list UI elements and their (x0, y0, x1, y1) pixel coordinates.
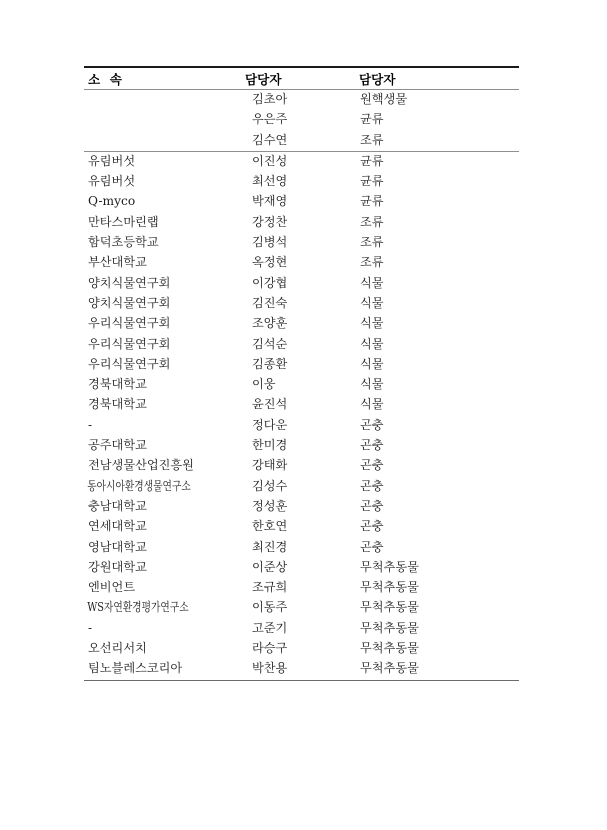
cell-group: 곤충 (360, 458, 384, 473)
table-row (84, 253, 519, 273)
cell-affiliation: 충남대학교 (88, 498, 147, 513)
cell-person: 한호연 (252, 519, 288, 534)
cell-person: 김석순 (252, 336, 288, 351)
cell-affiliation: 공주대학교 (88, 438, 147, 453)
cell-person: 정다운 (252, 417, 288, 432)
table-row (84, 619, 519, 639)
table-row (84, 355, 519, 375)
cell-affiliation: 유림버섯 (88, 174, 136, 189)
cell-group: 식물 (360, 275, 384, 290)
table-header-row (84, 68, 519, 89)
cell-group: 식물 (360, 295, 384, 310)
table-bottom-rule (84, 680, 519, 681)
cell-affiliation: 우리식물연구회 (88, 336, 171, 351)
table-row (84, 90, 519, 110)
cell-group: 식물 (360, 336, 384, 351)
cell-affiliation: WS자연환경평가연구소 (87, 600, 189, 615)
cell-group: 원핵생물 (360, 92, 408, 106)
table-row (84, 578, 519, 598)
column-header-affiliation: 소 속 (88, 72, 125, 87)
cell-affiliation: 경북대학교 (88, 377, 147, 392)
cell-person: 강정찬 (252, 214, 288, 229)
cell-group: 곤충 (360, 519, 384, 534)
cell-group: 균류 (360, 174, 384, 189)
table-row (84, 314, 519, 334)
cell-affiliation: 영남대학교 (88, 539, 147, 554)
cell-group: 곤충 (360, 417, 384, 432)
cell-person: 옥정현 (252, 255, 288, 270)
cell-group: 무척추동물 (360, 661, 419, 676)
table-row (84, 538, 519, 558)
cell-group: 곤충 (360, 438, 384, 453)
table-row (84, 294, 519, 314)
cell-person: 정성훈 (252, 498, 288, 513)
cell-person: 고준기 (252, 620, 288, 635)
cell-group: 무척추동물 (360, 641, 419, 656)
cell-person: 윤진석 (252, 397, 288, 412)
cell-affiliation: 양치식물연구회 (88, 295, 171, 310)
cell-affiliation: 우리식물연구회 (88, 356, 171, 371)
cell-person: 조규희 (252, 580, 288, 595)
cell-group: 무척추동물 (360, 559, 419, 574)
cell-affiliation: 강원대학교 (88, 559, 147, 574)
cell-affiliation: 팀노블레스코리아 (88, 661, 183, 676)
cell-group: 곤충 (360, 539, 384, 554)
table-row (84, 497, 519, 517)
table-row (84, 375, 519, 395)
table-row (84, 598, 519, 618)
table-row (84, 274, 519, 294)
table-body-lower (84, 152, 519, 680)
cell-affiliation: 경북대학교 (88, 397, 147, 412)
cell-group: 식물 (360, 377, 384, 392)
cell-person: 우은주 (252, 112, 288, 127)
table-body-upper (84, 90, 519, 151)
cell-group: 균류 (360, 153, 384, 168)
cell-person: 이동주 (252, 600, 288, 615)
cell-group: 균류 (360, 194, 384, 209)
table-row (84, 416, 519, 436)
table-row (84, 233, 519, 253)
table-row (84, 639, 519, 659)
cell-group: 조류 (360, 132, 384, 147)
cell-group: 식물 (360, 397, 384, 412)
cell-person: 김진숙 (252, 295, 288, 310)
table-row (84, 477, 519, 497)
cell-person: 김성수 (252, 478, 288, 493)
cell-person: 이웅 (252, 377, 276, 392)
cell-person: 이강협 (252, 275, 288, 290)
cell-affiliation: 동아시아환경생물연구소 (87, 478, 191, 493)
cell-group: 식물 (360, 356, 384, 371)
cell-group: 균류 (360, 112, 384, 127)
cell-person: 강태화 (252, 458, 288, 473)
table-row (84, 131, 519, 151)
cell-group: 무척추동물 (360, 600, 419, 615)
table-row (84, 517, 519, 537)
cell-group: 조류 (360, 235, 384, 250)
cell-affiliation: Q-myco (88, 194, 136, 209)
cell-group: 무척추동물 (360, 620, 419, 635)
cell-person: 라승구 (252, 641, 288, 656)
cell-affiliation: 양치식물연구회 (88, 275, 171, 290)
cell-affiliation: - (88, 417, 93, 432)
cell-group: 조류 (360, 255, 384, 270)
cell-affiliation: 전남생물산업진흥원 (88, 458, 194, 473)
table-row (84, 558, 519, 578)
cell-person: 박찬용 (252, 661, 288, 676)
table-row (84, 456, 519, 476)
cell-person: 한미경 (252, 438, 288, 453)
column-header-person: 담당자 (245, 72, 282, 87)
cell-affiliation: 만타스마린랩 (88, 214, 159, 229)
cell-person: 이준상 (252, 559, 288, 574)
column-header-group: 담당자 (359, 72, 396, 87)
table-row (84, 213, 519, 233)
cell-person: 최진경 (252, 539, 288, 554)
cell-affiliation: - (88, 620, 93, 635)
table-row (84, 335, 519, 355)
cell-affiliation: 오선리서치 (88, 641, 147, 656)
cell-person: 박재영 (252, 194, 288, 209)
table-row (84, 152, 519, 172)
cell-group: 곤충 (360, 478, 384, 493)
cell-affiliation: 연세대학교 (88, 519, 147, 534)
cell-person: 김수연 (252, 132, 288, 147)
table-row (84, 659, 519, 679)
cell-person: 김초아 (252, 92, 288, 106)
table-row (84, 436, 519, 456)
cell-affiliation: 유림버섯 (88, 153, 136, 168)
table-row (84, 172, 519, 192)
table-row (84, 110, 519, 130)
cell-group: 곤충 (360, 498, 384, 513)
cell-group: 무척추동물 (360, 580, 419, 595)
table-row (84, 395, 519, 415)
contributors-table (84, 66, 519, 681)
cell-affiliation: 엔비언트 (88, 580, 136, 595)
cell-affiliation: 부산대학교 (88, 255, 147, 270)
cell-person: 김종환 (252, 356, 288, 371)
cell-affiliation: 우리식물연구회 (88, 316, 171, 331)
cell-person: 조양훈 (252, 316, 288, 331)
table-row (84, 192, 519, 212)
cell-group: 조류 (360, 214, 384, 229)
cell-person: 이진성 (252, 153, 288, 168)
cell-affiliation: 함덕초등학교 (88, 235, 159, 250)
cell-group: 식물 (360, 316, 384, 331)
cell-person: 최선영 (252, 174, 288, 189)
cell-person: 김병석 (252, 235, 288, 250)
